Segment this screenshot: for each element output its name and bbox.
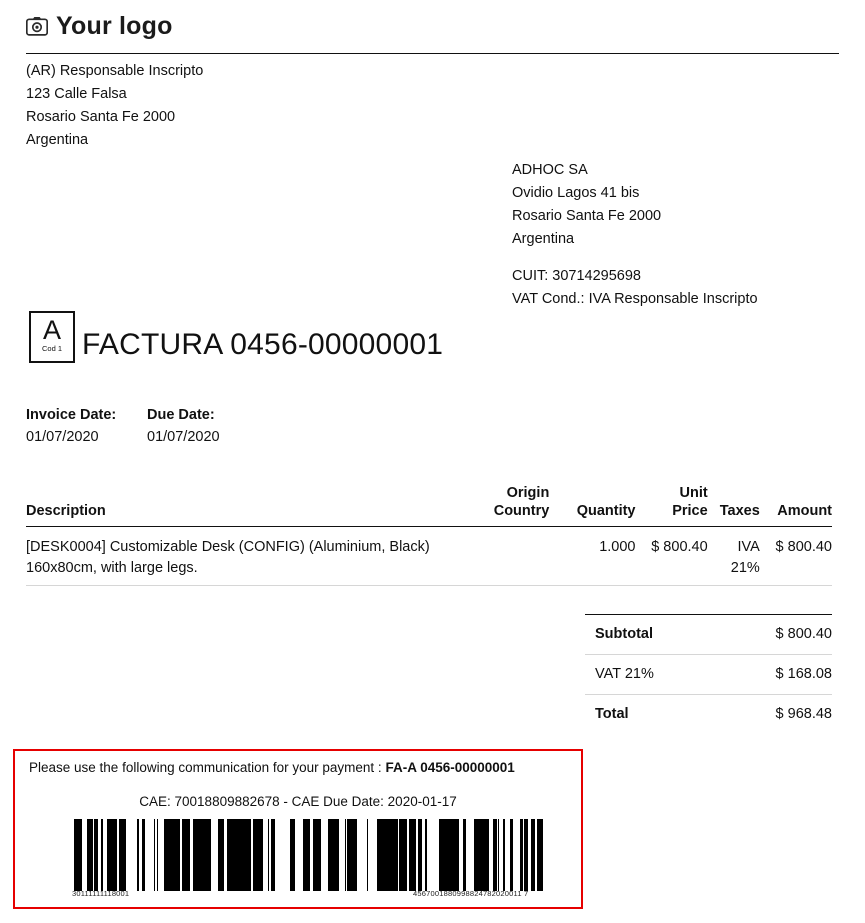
total-value: $ 968.48 (775, 706, 832, 722)
invoice-dates (26, 405, 268, 449)
invoice-letter-box (29, 311, 75, 363)
totals-row-subtotal (585, 615, 832, 655)
cell-origin-country (467, 527, 557, 586)
total-label: Total (595, 706, 629, 722)
seller-line: Argentina (26, 132, 89, 148)
vat-value: $ 168.08 (721, 655, 832, 695)
invoice-letter: A (42, 315, 61, 345)
barcode-number-left: 30111111118001 (72, 889, 130, 898)
customer-address (512, 159, 758, 311)
logo (26, 12, 173, 41)
totals-row-total (585, 695, 832, 735)
payment-communication-box (13, 749, 583, 909)
cell-amount: $ 800.40 (760, 527, 832, 586)
table-header (26, 484, 832, 527)
customer-city: Rosario Santa Fe 2000 (512, 208, 662, 224)
cell-unit-price: $ 800.40 (636, 527, 708, 586)
payment-communication-reference: FA-A 0456-00000001 (385, 760, 515, 775)
subtotal-label: Subtotal (585, 615, 721, 655)
column-header-amount: Amount (760, 484, 832, 527)
table-row (26, 527, 832, 586)
description-line2: 160x80cm, with large legs. (26, 560, 198, 576)
vat-label: VAT 21% (585, 655, 721, 695)
spacer (512, 251, 758, 265)
due-date-value: 01/07/2020 (147, 429, 220, 445)
due-date-column (147, 405, 268, 449)
invoice-lines-table (26, 484, 832, 586)
column-header-description: Description (26, 484, 467, 527)
seller-line: 123 Calle Falsa (26, 86, 127, 102)
totals-row-vat (585, 655, 832, 695)
column-header-origin-line2: Country (493, 503, 550, 519)
customer-country: Argentina (512, 231, 575, 247)
subtotal-value: $ 800.40 (721, 615, 832, 655)
customer-name: ADHOC SA (512, 162, 588, 178)
column-header-unit-line1: Unit (679, 485, 708, 501)
seller-address (26, 60, 203, 152)
column-header-unit-line2: Price (672, 503, 708, 519)
invoice-date-column (26, 405, 147, 449)
column-header-quantity: Quantity (557, 484, 635, 527)
column-header-unit-price (636, 484, 708, 527)
barcode-number-right: 4567001880998824782020011 7 (413, 889, 529, 898)
barcode-image (63, 819, 543, 891)
taxes-line1: IVA (737, 539, 760, 555)
column-header-taxes: Taxes (708, 484, 760, 527)
page-title: FACTURA 0456-00000001 (82, 328, 444, 361)
cell-description (26, 527, 467, 586)
customer-vat-condition: VAT Cond.: IVA Responsable Inscripto (512, 291, 758, 307)
camera-icon (26, 17, 48, 36)
header-divider (26, 53, 839, 54)
cae-text: CAE: 70018809882678 - CAE Due Date: 2020-01-17 (139, 794, 457, 809)
totals-table (585, 614, 832, 734)
table-body (26, 527, 832, 586)
customer-street: Ovidio Lagos 41 bis (512, 185, 640, 201)
taxes-line2: 21% (730, 560, 760, 576)
table-header-row (26, 484, 832, 527)
column-header-origin-line1: Origin (506, 485, 550, 501)
description-line1: [DESK0004] Customizable Desk (CONFIG) (Aluminium, Black) (26, 539, 430, 555)
customer-cuit: CUIT: 30714295698 (512, 268, 641, 284)
invoice-letter-code: Cod 1 (41, 344, 62, 353)
payment-communication-label: Please use the following communication for your payment : (29, 760, 382, 775)
invoice-date-label: Invoice Date: (26, 407, 117, 423)
logo-text: Your logo (56, 12, 173, 40)
seller-line: Rosario Santa Fe 2000 (26, 109, 176, 125)
cell-quantity: 1.000 (557, 527, 635, 586)
invoice-date-value: 01/07/2020 (26, 429, 99, 445)
cell-taxes (708, 527, 760, 586)
due-date-label: Due Date: (147, 407, 215, 423)
column-header-origin-country (467, 484, 557, 527)
seller-line: (AR) Responsable Inscripto (26, 63, 204, 79)
payment-communication-text (29, 760, 515, 775)
